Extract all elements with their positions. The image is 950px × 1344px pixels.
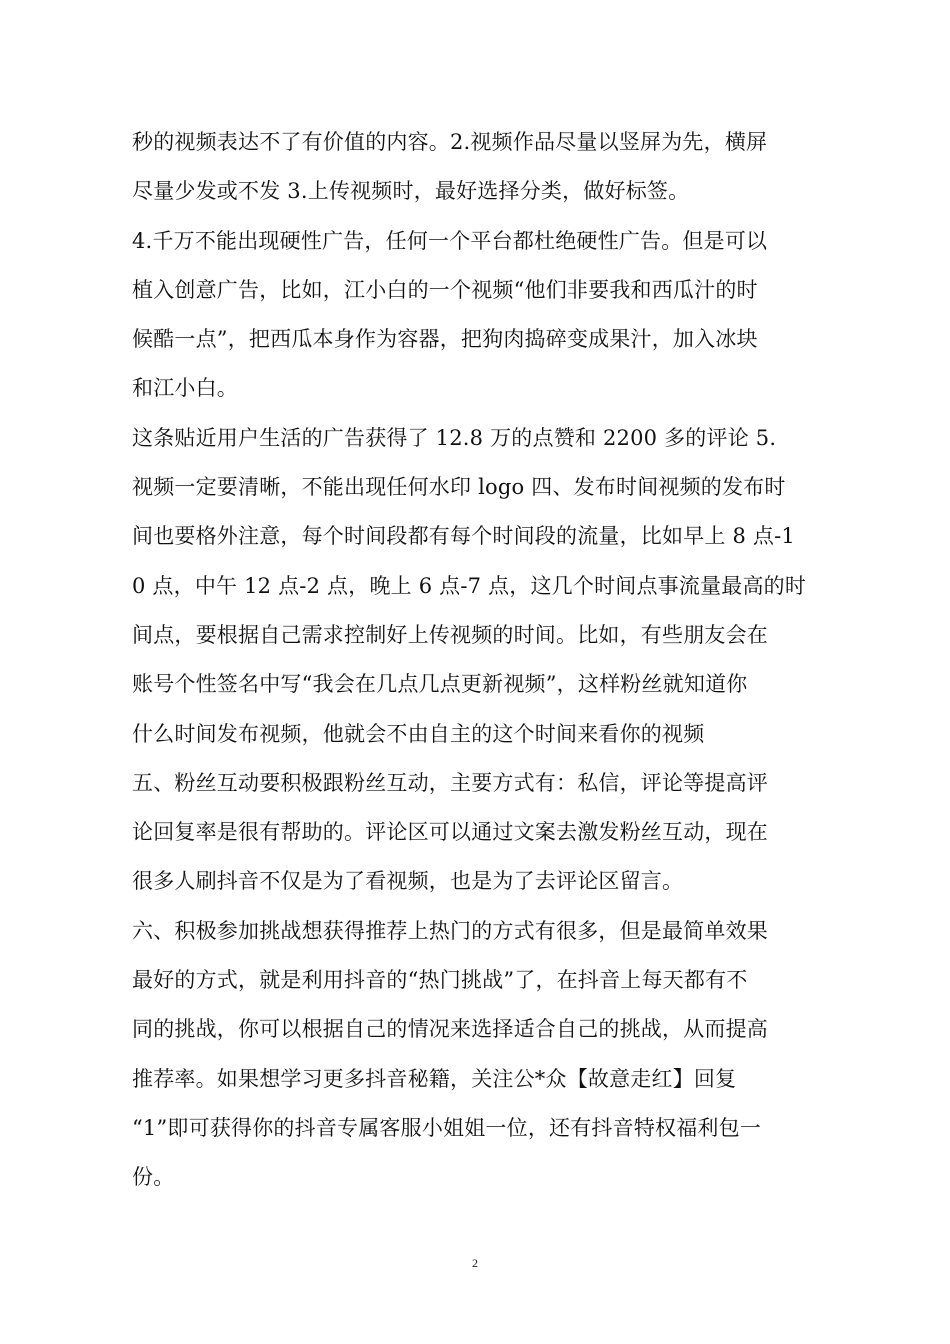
text-line: 份。 <box>132 1165 175 1190</box>
text-line: 论回复率是很有帮助的。评论区可以通过文案去激发粉丝互动，现在 <box>132 820 768 845</box>
text-line: 很多人刷抖音不仅是为了看视频，也是为了去评论区留言。 <box>132 869 684 894</box>
text-line: 账号个性签名中写“我会在几点几点更新视频”，这样粉丝就知道你 <box>132 672 748 697</box>
page-number: 2 <box>472 1256 478 1270</box>
text-line: 这条贴近用户生活的广告获得了 12.8 万的点赞和 2200 多的评论 5. <box>132 425 777 450</box>
text-line: 植入创意广告，比如，江小白的一个视频“他们非要我和西瓜汁的时 <box>132 277 758 302</box>
text-line: 和江小白。 <box>132 376 238 401</box>
text-line: 间也要格外注意，每个时间段都有每个时间段的流量，比如早上 8 点-1 <box>132 524 795 549</box>
text-line: “1”即可获得你的抖音专属客服小姐姐一位，还有抖音特权福利包一 <box>132 1115 762 1140</box>
text-line: 视频一定要清晰，不能出现任何水印 logo 四、发布时间视频的发布时 <box>132 475 786 500</box>
text-line: 间点，要根据自己需求控制好上传视频的时间。比如，有些朋友会在 <box>132 622 768 647</box>
text-line: 什么时间发布视频，他就会不由自主的这个时间来看你的视频 <box>132 721 705 746</box>
body-text <box>132 118 822 1203</box>
text-line: 0 点，中午 12 点-2 点，晚上 6 点-7 点，这几个时间点事流量最高的时 <box>132 573 807 598</box>
text-line: 五、粉丝互动要积极跟粉丝互动，主要方式有：私信，评论等提高评 <box>132 770 768 795</box>
text-line: 同的挑战，你可以根据自己的情况来选择适合自己的挑战，从而提高 <box>132 1017 768 1042</box>
text-line: 推荐率。如果想学习更多抖音秘籍，关注公*众【故意走红】回复 <box>132 1066 737 1091</box>
text-line: 4.千万不能出现硬性广告，任何一个平台都杜绝硬性广告。但是可以 <box>132 228 768 253</box>
text-line: 最好的方式，就是利用抖音的“热门挑战”了，在抖音上每天都有不 <box>132 968 748 993</box>
text-line: 尽量少发或不发 3.上传视频时，最好选择分类，做好标签。 <box>132 179 690 204</box>
text-line: 秒的视频表达不了有价值的内容。2.视频作品尽量以竖屏为先，横屏 <box>132 130 768 154</box>
text-line: 候酷一点”，把西瓜本身作为容器，把狗肉捣碎变成果汁，加入冰块 <box>132 327 758 352</box>
text-line: 六、积极参加挑战想获得推荐上热门的方式有很多，但是最简单效果 <box>132 918 768 943</box>
